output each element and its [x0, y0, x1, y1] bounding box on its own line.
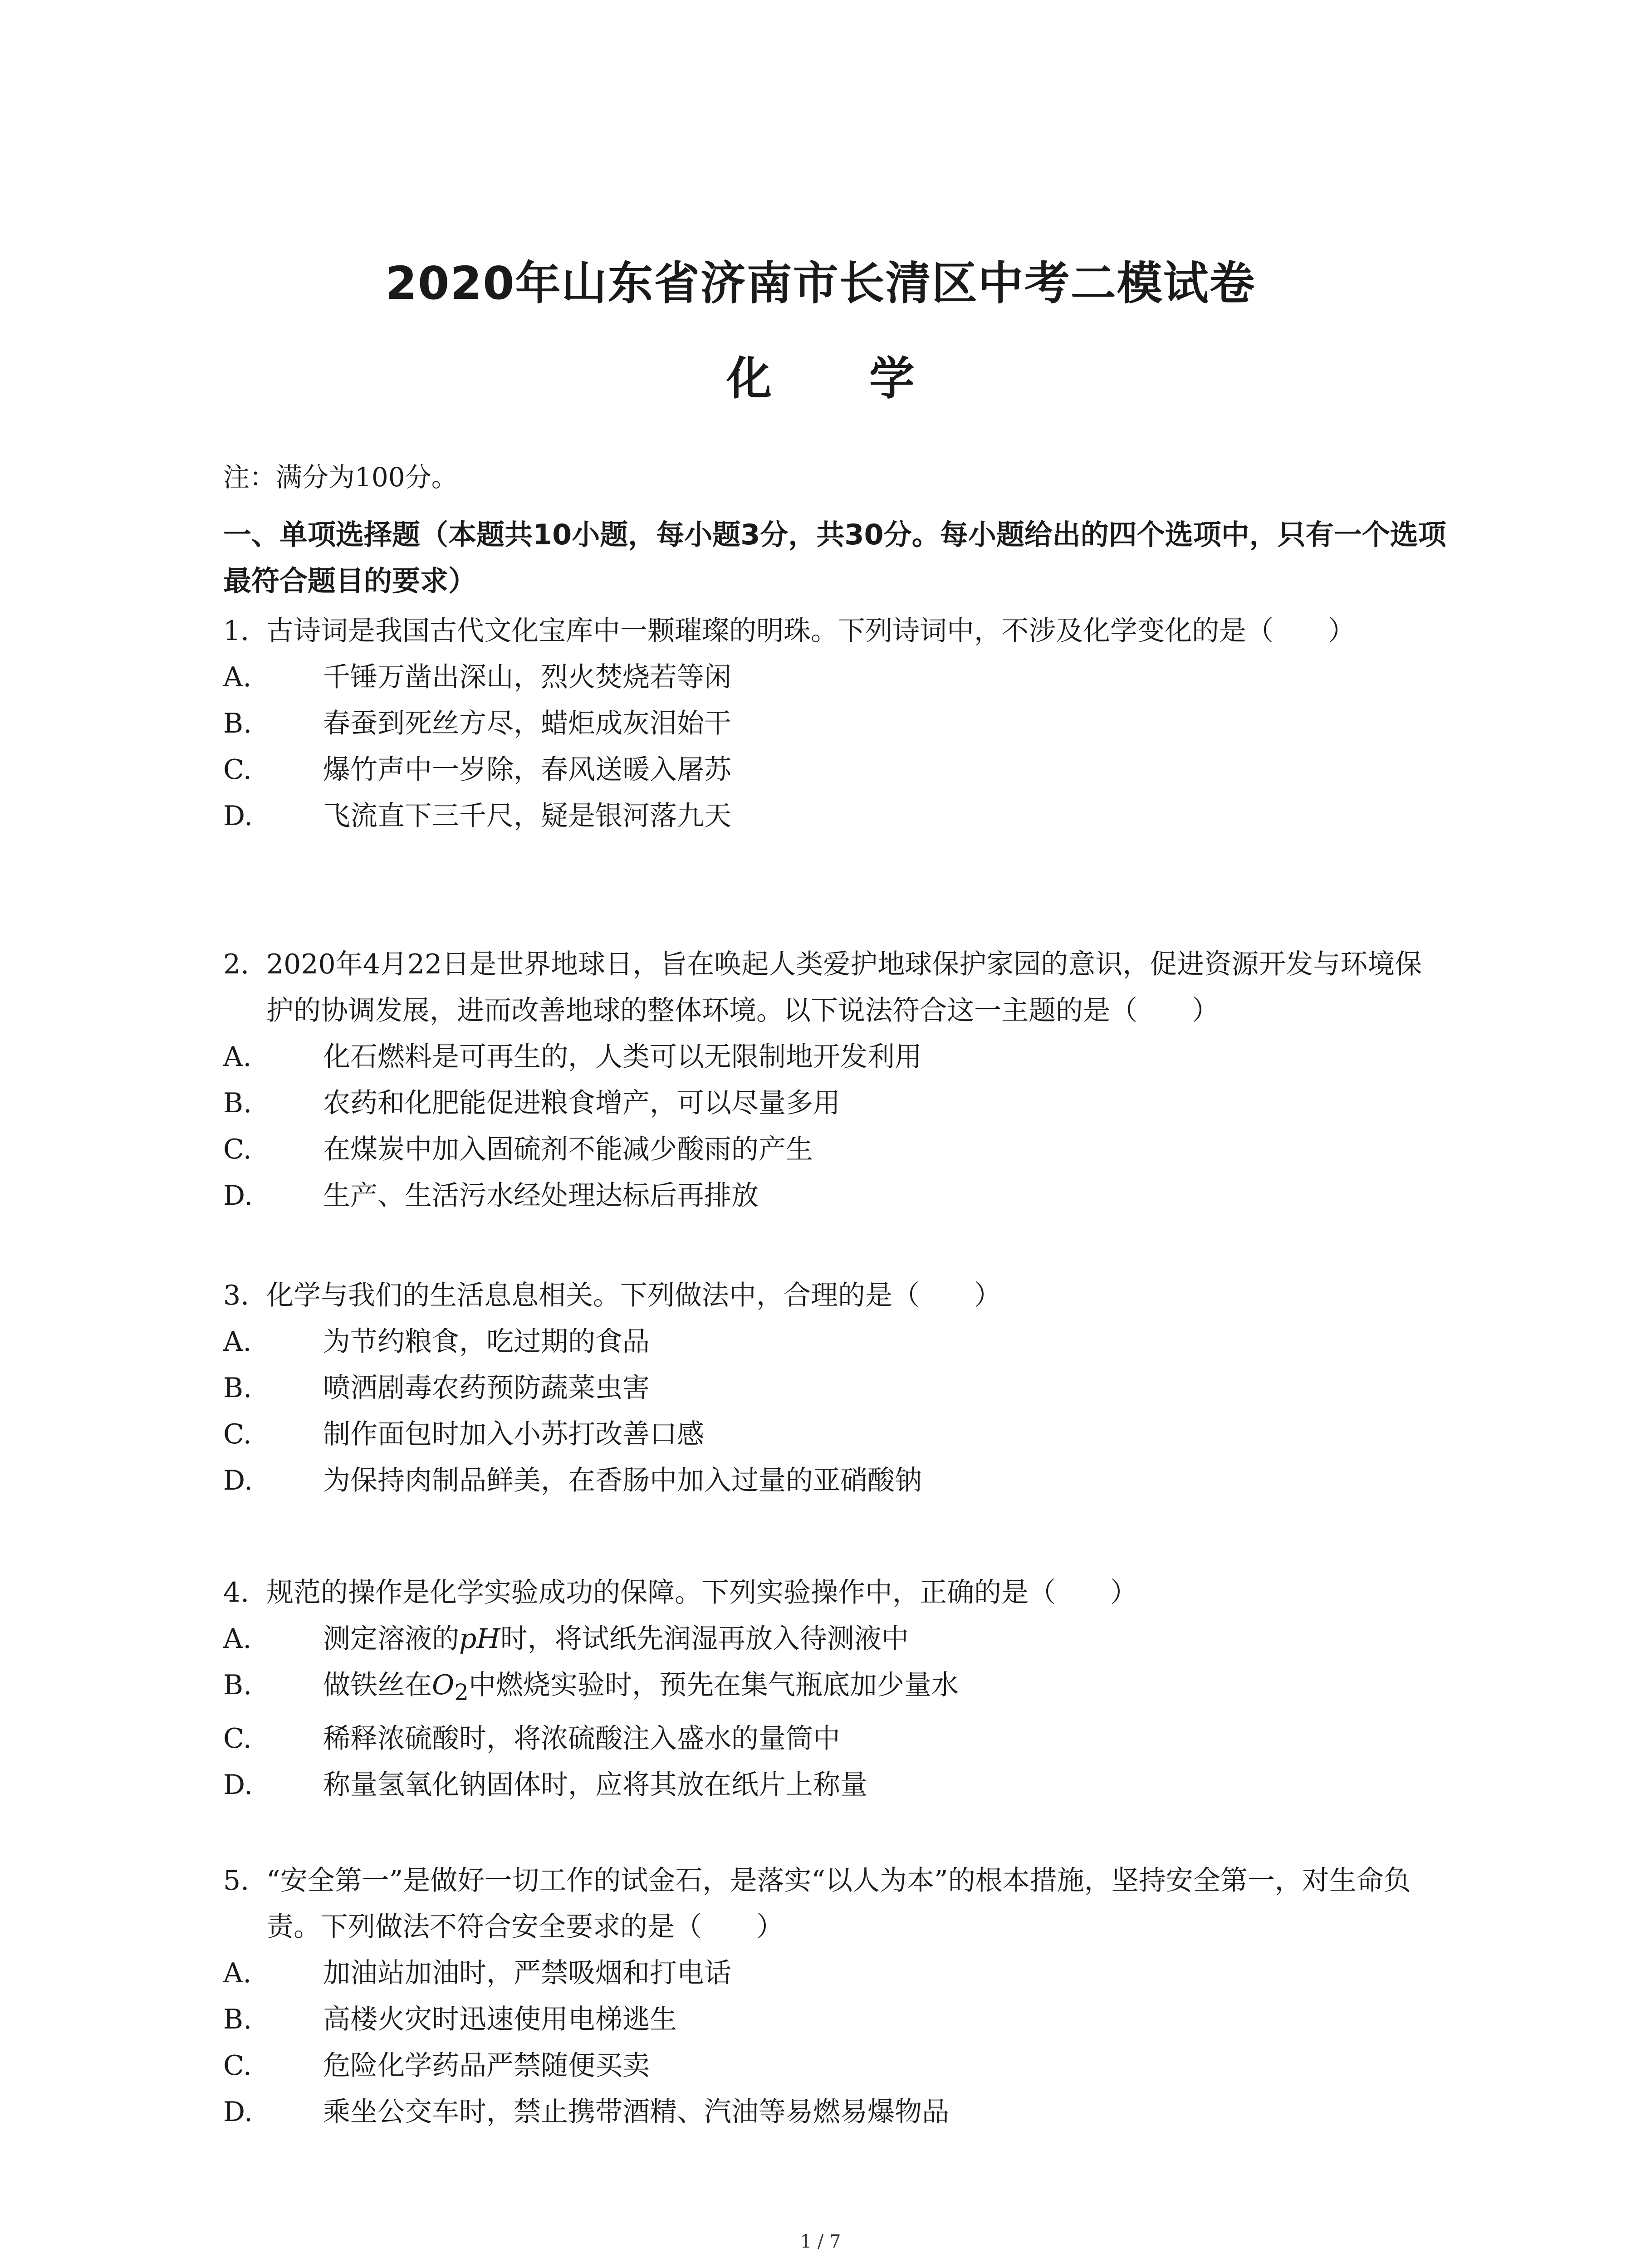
option-text — [273, 1662, 959, 1716]
option-a — [223, 1034, 1448, 1080]
option-text: 化石燃料是可再生的，人类可以无限制地开发利用 — [323, 1041, 922, 1073]
option-list — [223, 1319, 1448, 1504]
option-text: 春蚕到死丝方尽，蜡炬成灰泪始干 — [323, 708, 731, 739]
question-number: 5. — [223, 1865, 250, 1897]
option-text: 农药和化肥能促进粮食增产，可以尽量多用 — [323, 1087, 840, 1119]
option-letter: B. — [223, 2004, 252, 2035]
question-1 — [223, 608, 1448, 839]
question-stem — [223, 1272, 1448, 1319]
question-stem — [223, 608, 1448, 654]
option-text: 高楼火灾时迅速使用电梯逃生 — [323, 2004, 677, 2035]
option-b — [223, 700, 1448, 747]
option-letter: A. — [223, 1957, 252, 1989]
question-number: 2. — [223, 948, 250, 980]
option-letter: B. — [223, 1372, 252, 1404]
option-b — [223, 1365, 1448, 1411]
option-text: 制作面包时加入小苏打改善口感 — [323, 1418, 704, 1450]
question-text: 规范的操作是化学实验成功的保障。下列实验操作中，正确的是（ ） — [266, 1577, 1137, 1608]
option-text: 危险化学药品严禁随便买卖 — [323, 2050, 650, 2082]
option-text-after: 中燃烧实验时，预先在集气瓶底加少量水 — [469, 1669, 959, 1701]
option-letter: D. — [223, 1769, 253, 1801]
option-d — [223, 2089, 1448, 2135]
option-text: 在煤炭中加入固硫剂不能减少酸雨的产生 — [323, 1134, 813, 1165]
option-a — [223, 1319, 1448, 1365]
option-letter: D. — [223, 2096, 253, 2128]
exam-title: 2020年山东省济南市长清区中考二模试卷 — [385, 257, 1256, 310]
option-d — [223, 1457, 1448, 1504]
option-text-before: 测定溶液的 — [323, 1623, 459, 1655]
option-list — [223, 654, 1448, 839]
option-d — [223, 1173, 1448, 1219]
option-letter: B. — [223, 1669, 252, 1701]
question-stem — [223, 1569, 1448, 1616]
option-c — [223, 747, 1448, 793]
option-b — [223, 1996, 1448, 2043]
option-letter: A. — [223, 1326, 252, 1358]
question-2 — [223, 941, 1448, 1219]
question-number: 3. — [223, 1280, 250, 1311]
option-c — [223, 1126, 1448, 1173]
option-list — [223, 1950, 1448, 2135]
option-text: 加油站加油时，严禁吸烟和打电话 — [323, 1957, 731, 1989]
option-letter: D. — [223, 800, 253, 832]
oxygen-subscript: 2 — [454, 1679, 469, 1706]
option-b — [223, 1080, 1448, 1126]
option-text: 千锤万凿出深山，烈火焚烧若等闲 — [323, 661, 731, 693]
option-text: 为保持肉制品鲜美，在香肠中加入过量的亚硝酸钠 — [323, 1465, 922, 1496]
option-a — [223, 1616, 1448, 1662]
option-letter: D. — [223, 1465, 253, 1496]
option-letter: C. — [223, 2050, 252, 2082]
option-letter: D. — [223, 1180, 253, 1212]
option-text — [273, 1616, 909, 1662]
option-text: 称量氢氧化钠固体时，应将其放在纸片上称量 — [323, 1769, 867, 1801]
option-list — [223, 1616, 1448, 1808]
option-text: 稀释浓硫酸时，将浓硫酸注入盛水的量筒中 — [323, 1723, 840, 1755]
option-c — [223, 1411, 1448, 1457]
option-c — [223, 1716, 1448, 1762]
question-4 — [223, 1569, 1448, 1808]
option-letter: C. — [223, 754, 252, 786]
option-list — [223, 1034, 1448, 1219]
oxygen-formula: O — [432, 1669, 455, 1701]
option-letter: B. — [223, 708, 252, 739]
option-text-after: 时，将试纸先润湿再放入待测液中 — [500, 1623, 909, 1655]
option-text: 喷洒剧毒农药预防蔬菜虫害 — [323, 1372, 650, 1404]
option-text: 飞流直下三千尺，疑是银河落九天 — [323, 800, 731, 832]
option-letter: C. — [223, 1134, 252, 1165]
question-stem — [223, 1857, 1448, 1950]
question-stem — [223, 941, 1448, 1034]
option-letter: C. — [223, 1418, 252, 1450]
option-letter: B. — [223, 1087, 252, 1119]
option-letter: A. — [223, 1041, 252, 1073]
option-text: 爆竹声中一岁除，春风送暖入屠苏 — [323, 754, 731, 786]
question-text: 2020年4月22日是世界地球日，旨在唤起人类爱护地球保护家园的意识，促进资源开发与环境保护的协调发展，进而改善地球的整体环境。以下说法符合这一主题的是（ ） — [266, 948, 1422, 1026]
option-a — [223, 654, 1448, 700]
option-d — [223, 793, 1448, 839]
option-letter: A. — [223, 1623, 252, 1655]
ph-formula: pH — [459, 1623, 500, 1655]
option-text: 生产、生活污水经处理达标后再排放 — [323, 1180, 759, 1212]
score-note: 注：满分为100分。 — [223, 462, 458, 493]
option-a — [223, 1950, 1448, 1996]
section-heading: 一、单项选择题（本题共10小题，每小题3分，共30分。每小题给出的四个选项中，只有一个选项最符合题目的要求） — [223, 518, 1446, 597]
option-b — [223, 1662, 1448, 1716]
question-text: “安全第一”是做好一切工作的试金石，是落实“以人为本”的根本措施，坚持安全第一，对生命负责。下列做法不符合安全要求的是（ ） — [266, 1865, 1411, 1943]
question-5 — [223, 1857, 1448, 2135]
option-text: 为节约粮食，吃过期的食品 — [323, 1326, 650, 1358]
option-d — [223, 1762, 1448, 1808]
page-indicator: 1 / 7 — [800, 2231, 841, 2252]
question-3 — [223, 1272, 1448, 1504]
question-text: 古诗词是我国古代文化宝库中一颗璀璨的明珠。下列诗词中，不涉及化学变化的是（ ） — [266, 615, 1355, 647]
question-text: 化学与我们的生活息息相关。下列做法中，合理的是（ ） — [266, 1280, 1001, 1311]
subject-title: 化 学 — [726, 352, 955, 405]
option-text-before: 做铁丝在 — [323, 1669, 432, 1701]
question-number: 1. — [223, 615, 250, 647]
option-letter: A. — [223, 661, 252, 693]
option-letter: C. — [223, 1723, 252, 1755]
option-text: 乘坐公交车时，禁止携带酒精、汽油等易燃易爆物品 — [323, 2096, 949, 2128]
question-number: 4. — [223, 1577, 250, 1608]
option-c — [223, 2043, 1448, 2089]
